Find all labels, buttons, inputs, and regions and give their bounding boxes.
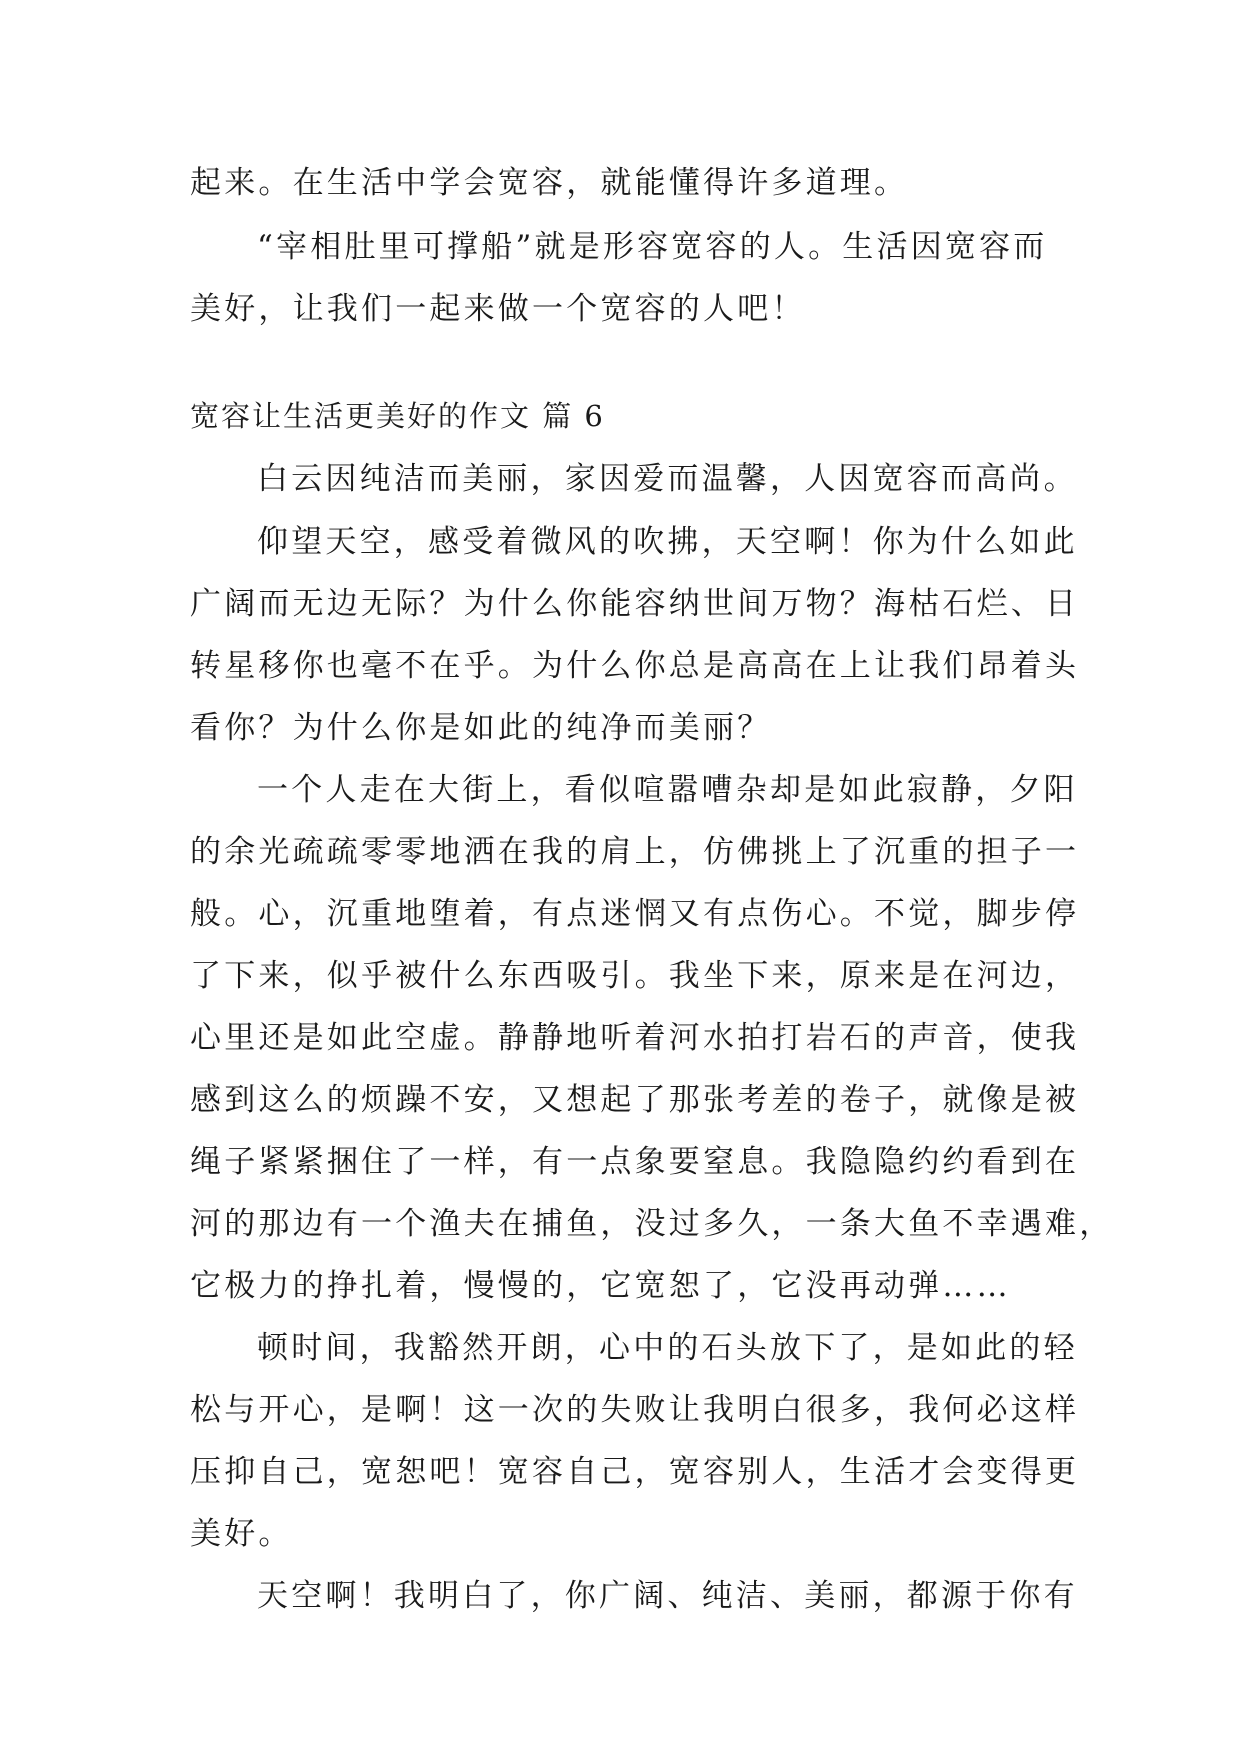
paragraph-line: 白云因纯洁而美丽，家因爱而温馨，人因宽容而高尚。 — [257, 461, 1078, 497]
paragraph-line: 了下来，似乎被什么东西吸引。我坐下来，原来是在河边， — [190, 958, 1080, 994]
paragraph-line: 天空啊！我明白了，你广阔、纯洁、美丽，都源于你有 — [257, 1578, 1078, 1614]
paragraph-line: 松与开心，是啊！这一次的失败让我明白很多，我何必这样 — [190, 1392, 1080, 1428]
paragraph-line: “宰相肚里可撑船”就是形容宽容的人。生活因宽容而 — [257, 229, 1048, 265]
paragraph-line: 美好。 — [190, 1516, 293, 1552]
paragraph-line: 它极力的挣扎着，慢慢的，它宽恕了，它没再动弹…… — [190, 1268, 1011, 1304]
paragraph-line: 顿时间，我豁然开朗，心中的石头放下了，是如此的轻 — [257, 1330, 1078, 1366]
section-heading: 宽容让生活更美好的作文 篇 6 — [190, 399, 605, 433]
paragraph-line: 广阔而无边无际？为什么你能容纳世间万物？海枯石烂、日 — [190, 586, 1080, 622]
paragraph-line: 起来。在生活中学会宽容，就能懂得许多道理。 — [190, 165, 909, 201]
paragraph-line: 河的那边有一个渔夫在捕鱼，没过多久，一条大鱼不幸遇难， — [190, 1206, 1114, 1242]
paragraph-line: 转星移你也毫不在乎。为什么你总是高高在上让我们昂着头 — [190, 648, 1080, 684]
paragraph-line: 压抑自己，宽恕吧！宽容自己，宽容别人，生活才会变得更 — [190, 1454, 1080, 1490]
paragraph-line: 一个人走在大街上，看似喧嚣嘈杂却是如此寂静，夕阳 — [257, 772, 1078, 808]
paragraph-line: 绳子紧紧捆住了一样，有一点象要窒息。我隐隐约约看到在 — [190, 1144, 1080, 1180]
paragraph-line: 的余光疏疏零零地洒在我的肩上，仿佛挑上了沉重的担子一 — [190, 834, 1080, 870]
paragraph-line: 心里还是如此空虚。静静地听着河水拍打岩石的声音，使我 — [190, 1020, 1080, 1056]
paragraph-line: 仰望天空，感受着微风的吹拂，天空啊！你为什么如此 — [257, 524, 1078, 560]
paragraph-line: 感到这么的烦躁不安，又想起了那张考差的卷子，就像是被 — [190, 1082, 1080, 1118]
paragraph-line: 美好，让我们一起来做一个宽容的人吧！ — [190, 291, 806, 327]
paragraph-line: 般。心，沉重地堕着，有点迷惘又有点伤心。不觉，脚步停 — [190, 896, 1080, 932]
paragraph-line: 看你？为什么你是如此的纯净而美丽？ — [190, 710, 772, 746]
